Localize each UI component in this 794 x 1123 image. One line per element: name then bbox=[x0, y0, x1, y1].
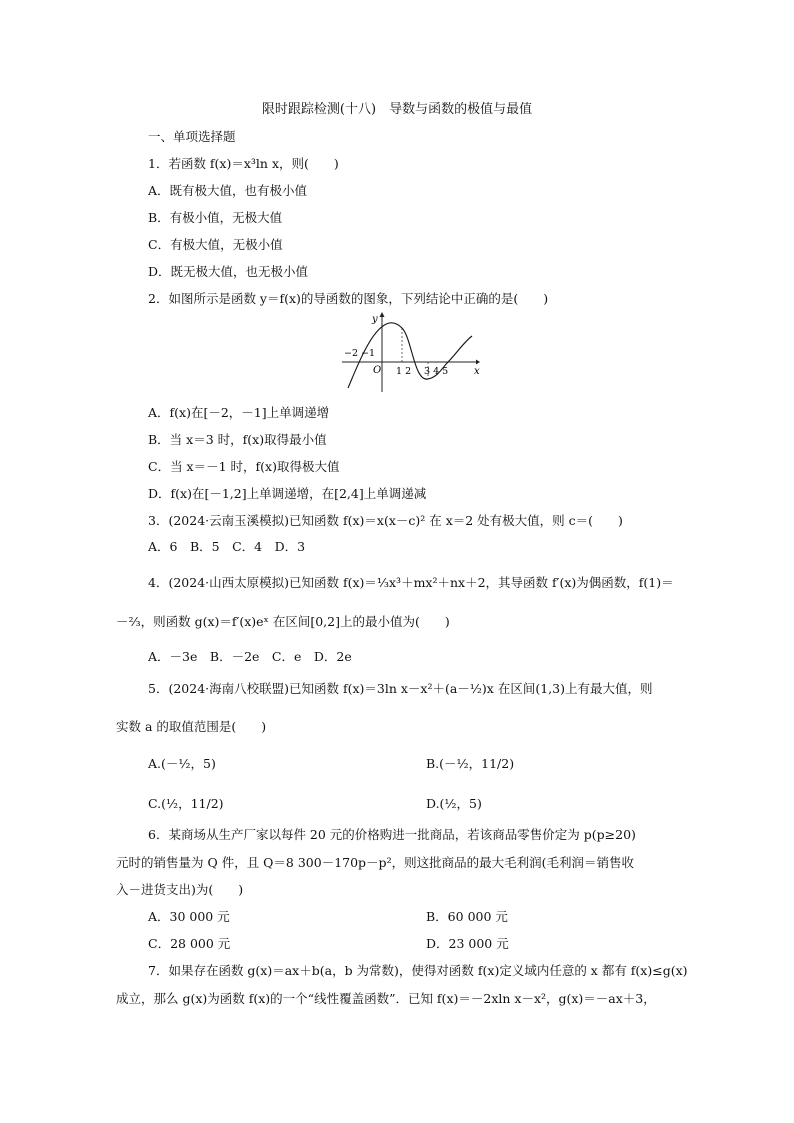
q5-option-d: D.(½，5) bbox=[426, 796, 482, 811]
q6-option-c: C．28 000 元 bbox=[148, 936, 231, 951]
y-axis-arrow bbox=[380, 312, 385, 317]
q5-option-c: C.(½，11/2) bbox=[148, 796, 224, 811]
x-tick-labels-negative: −2 −1 bbox=[344, 348, 376, 359]
x-axis-label: x bbox=[474, 366, 480, 377]
q1-option-a: A．既有极大值，也有极小值 bbox=[148, 183, 308, 198]
q3-stem: 3．(2024·云南玉溪模拟)已知函数 f(x)＝x(x－c)² 在 x＝2 处有极大值，则 c＝( ) bbox=[148, 513, 623, 528]
q1-option-c: C．有极大值，无极小值 bbox=[148, 237, 283, 252]
q6-option-d: D．23 000 元 bbox=[426, 936, 509, 951]
q4-stem-line1: 4．(2024·山西太原模拟)已知函数 f(x)＝⅓x³＋mx²＋nx＋2，其导函数 f′(x)为偶函数，f(1)＝ bbox=[148, 575, 674, 590]
q2-option-a: A．f(x)在[－2，－1]上单调递增 bbox=[148, 405, 330, 420]
q1-option-b: B．有极小值，无极大值 bbox=[148, 210, 283, 225]
q1-stem: 1．若函数 f(x)＝x³ln x，则( ) bbox=[148, 156, 339, 171]
y-axis-label: y bbox=[372, 314, 378, 325]
derivative-graph bbox=[340, 312, 480, 394]
q2-option-d: D．f(x)在[－1,2]上单调递增，在[2,4]上单调递减 bbox=[148, 486, 427, 501]
x-tick-labels-1-2: 1 2 bbox=[396, 366, 412, 377]
q5-stem-line1: 5．(2024·海南八校联盟)已知函数 f(x)＝3ln x－x²＋(a－½)x 在区间(1,3)上有最大值，则 bbox=[148, 681, 653, 696]
q7-stem-line1: 7．如果存在函数 g(x)＝ax＋b(a，b 为常数)，使得对函数 f(x)定义域内任意的 x 都有 f(x)≤g(x) bbox=[148, 963, 688, 978]
q1-option-d: D．既无极大值，也无极小值 bbox=[148, 264, 309, 279]
q2-option-c: C．当 x＝－1 时，f(x)取得极大值 bbox=[148, 459, 340, 474]
section-heading: 一、单项选择题 bbox=[148, 129, 236, 144]
q6-option-b: B．60 000 元 bbox=[426, 909, 508, 924]
q3-options: A．6 B．5 C．4 D．3 bbox=[148, 539, 306, 554]
q6-stem-line2: 元时的销售量为 Q 件，且 Q＝8 300－170p－p²，则这批商品的最大毛利润(毛利润＝销售收 bbox=[116, 855, 634, 870]
q5-option-a: A.(－½，5) bbox=[148, 756, 216, 771]
q6-stem-line1: 6．某商场从生产厂家以每件 20 元的价格购进一批商品，若该商品零售价定为 p(p≥20) bbox=[148, 827, 636, 842]
page-title: 限时跟踪检测(十八) 导数与函数的极值与最值 bbox=[261, 102, 533, 117]
x-tick-labels-3-5: 3 4 5 bbox=[424, 366, 449, 377]
origin-label: O bbox=[373, 365, 382, 376]
q2-option-b: B．当 x＝3 时，f(x)取得最小值 bbox=[148, 432, 327, 447]
q5-option-b: B.(－½，11/2) bbox=[426, 756, 515, 771]
q6-option-a: A．30 000 元 bbox=[148, 909, 230, 924]
q6-stem-line3: 入－进货支出)为( ) bbox=[116, 882, 244, 897]
q5-stem-line2: 实数 a 的取值范围是( ) bbox=[116, 719, 267, 734]
x-axis-arrow bbox=[476, 360, 480, 365]
q2-stem: 2．如图所示是函数 y＝f(x)的导函数的图象，下列结论中正确的是( ) bbox=[148, 291, 549, 306]
q4-options: A．－3e B．－2e C．e D．2e bbox=[148, 649, 352, 664]
q7-stem-line2: 成立，那么 g(x)为函数 f(x)的一个“线性覆盖函数”．已知 f(x)＝－2xln x－x²，g(x)＝－ax＋3， bbox=[116, 991, 656, 1006]
q4-stem-line2: －⅔，则函数 g(x)＝f′(x)eˣ 在区间[0,2]上的最小值为( ) bbox=[116, 614, 450, 629]
